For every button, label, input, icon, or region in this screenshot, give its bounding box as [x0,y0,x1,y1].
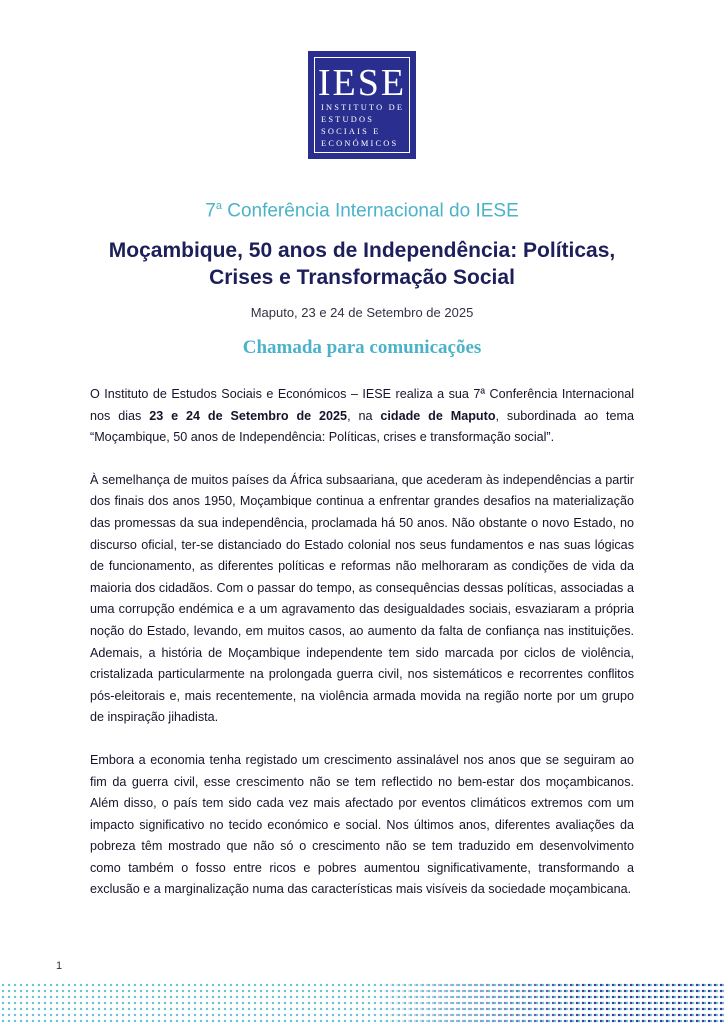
logo-acronym: IESE [317,62,407,104]
edition-ordinal: a [215,200,222,212]
logo-line-2: ESTUDOS [321,115,375,124]
conference-edition [0,200,724,222]
para1-text-a: O Instituto de Estudos Sociais e Económicos – IESE realiza a sua 7ª Conferência Internacional nos dias [90,387,634,423]
para1-text-e: , subordinada ao tema “Moçambique, 50 anos de Independência: Políticas, crises e transformação social”. [90,408,635,445]
iese-logo [308,51,416,159]
call-for-papers-heading: Chamada para comunicações [242,337,482,358]
title-line-2: Crises e Transformação Social [209,266,515,289]
logo-line-4: ECONÓMICOS [321,139,399,148]
dotted-footer-band-dark [370,982,724,1024]
document-body [90,384,634,922]
conference-title [60,237,664,291]
para1-city: cidade de Maputo [380,408,496,423]
edition-text: Conferência Internacional do IESE [227,200,519,222]
paragraph-2: À semelhança de muitos países da África subsaariana, que acederam às independências a partir dos finais dos anos 1950, Moçambique continua a enfrentar grandes desafios na materialização das promessas da sua independência, proclamada há 50 anos. Não obstante o novo Estado, no discurso oficial, ter-se distanciado do Estado colonial nos seus fundamentos e nas suas lógicas de funcionamento, as diferentes políticas e reformas não melhoraram as condições de vida da maioria dos cidadãos. Com o passar do tempo, as consequências dessas políticas, associadas a uma corrupção endémica e a um agravamento das desigualdades sociais, esvaziaram a própria noção do Estado, levando, em muitos casos, ao aumento da falta de confiança nas instituições. Ademais, a história de Moçambique independente tem sido marcada por ciclos de violência, cristalizada particularmente na prolongada guerra civil, nos sistemáticos e recorrentes conflitos pós-eleitorais e, mais recentemente, na violência armada movida na região norte por um grupo de inspiração jihadista. [90,472,634,725]
logo-line-3: SOCIAIS E [321,127,381,136]
title-line-1: Moçambique, 50 anos de Independência: Políticas, [108,239,616,262]
logo-line-1: INSTITUTO DE [321,103,405,112]
page-number: 1 [56,960,63,972]
paragraph-1 [90,384,634,449]
para1-text-c: , na [347,408,381,423]
conference-dates: Maputo, 23 e 24 de Setembro de 2025 [250,305,474,320]
paragraph-3: Embora a economia tenha registado um crescimento assinalável nos anos que se seguiram ao fim da guerra civil, esse crescimento não se tem reflectido no bem-estar dos moçambicanos. Além disso, o país tem sido cada vez mais afectado por eventos climáticos extremos com um impacto significativo no tecido económico e social. Nos últimos anos, diferentes avaliações da pobreza têm mostrado que não só o crescimento não se tem traduzido em desenvolvimento como também o fosso entre ricos e pobres aumentou significativamente, transformando a exclusão e a marginalização numa das características mais visíveis da sociedade moçambicana. [90,752,634,897]
edition-number: 7 [205,200,216,222]
para1-dates: 23 e 24 de Setembro de 2025 [149,408,348,423]
